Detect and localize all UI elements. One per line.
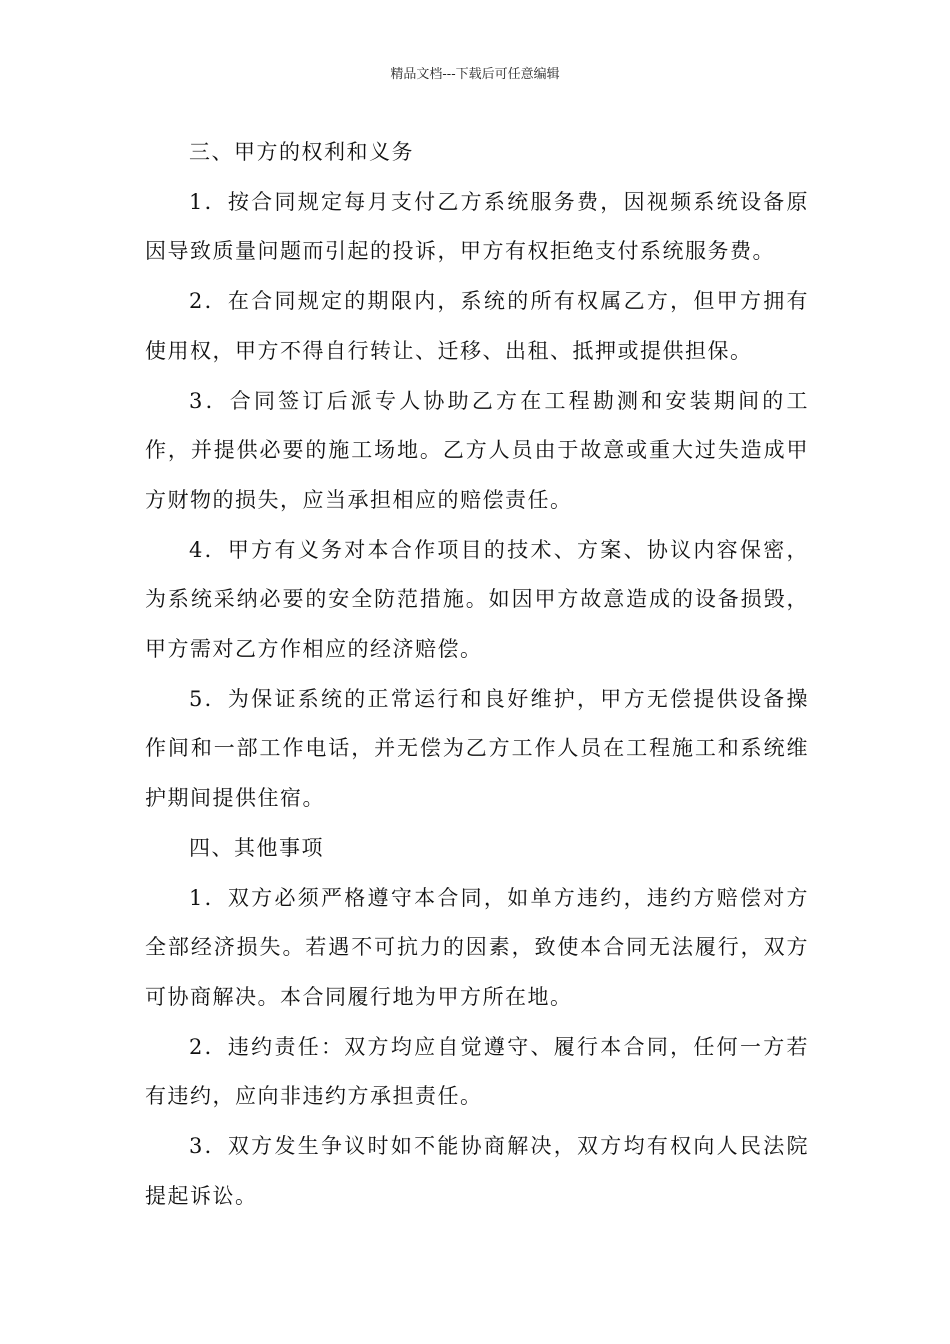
clause-3-4: 4．甲方有义务对本合作项目的技术、方案、协议内容保密，为系统采纳必要的安全防范措施。如因甲方故意造成的设备损毁，甲方需对乙方作相应的经济赔偿。 — [145, 537, 809, 662]
clause-3-2: 2．在合同规定的期限内，系统的所有权属乙方，但甲方拥有使用权，甲方不得自行转让、迁移、出租、抵押或提供担保。 — [145, 289, 809, 363]
section-heading-other-matters: 四、其他事项 — [189, 835, 324, 860]
page-header: 精品文档---下载后可任意编辑 — [390, 67, 560, 82]
clause-3-3: 3．合同签订后派专人协助乙方在工程勘测和安装期间的工作，并提供必要的施工场地。乙方人员由于故意或重大过失造成甲方财物的损失，应当承担相应的赔偿责任。 — [145, 388, 809, 512]
clause-4-2: 2．违约责任：双方均应自觉遵守、履行本合同，任何一方若有违约，应向非违约方承担责任。 — [145, 1034, 809, 1109]
section-heading-rights-obligations: 三、甲方的权利和义务 — [189, 140, 414, 164]
clause-4-1: 1．双方必须严格遵守本合同，如单方违约，违约方赔偿对方全部经济损失。若遇不可抗力的因素，致使本合同无法履行，双方可协商解决。本合同履行地为甲方所在地。 — [145, 885, 809, 1009]
clause-3-5: 5．为保证系统的正常运行和良好维护，甲方无偿提供设备操作间和一部工作电话，并无偿为乙方工作人员在工程施工和系统维护期间提供住宿。 — [145, 686, 809, 811]
document-body — [145, 128, 809, 1221]
clause-3-1: 1．按合同规定每月支付乙方系统服务费，因视频系统设备原因导致质量问题而引起的投诉，甲方有权拒绝支付系统服务费。 — [145, 189, 809, 264]
clause-4-3: 3．双方发生争议时如不能协商解决，双方均有权向人民法院提起诉讼。 — [145, 1134, 809, 1208]
